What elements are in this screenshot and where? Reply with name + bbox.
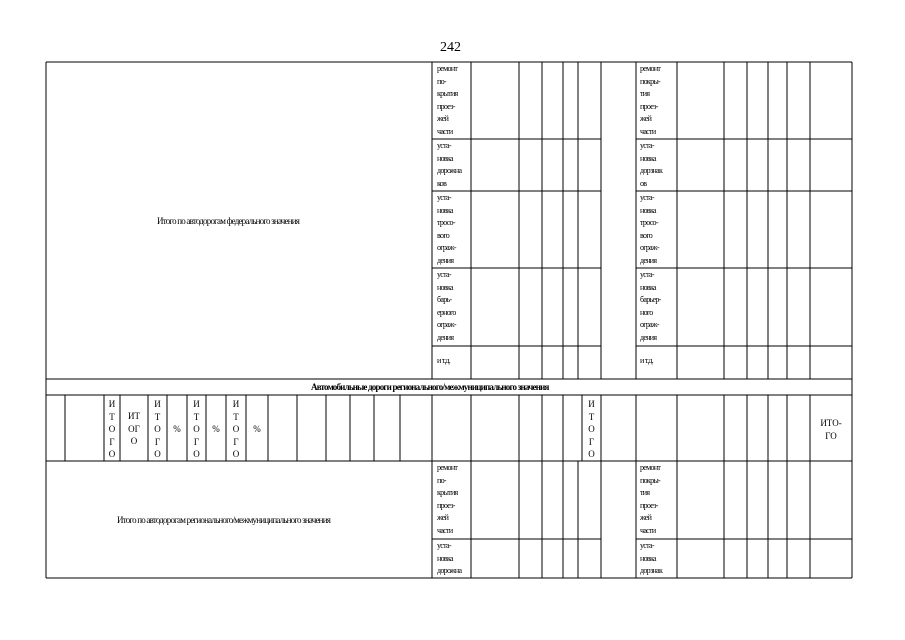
cell-line: части [437, 525, 453, 535]
cell-line: по- [437, 475, 446, 485]
cell-line: дения [640, 332, 657, 342]
cell-line: ремонт [640, 463, 661, 472]
cell-line: О [232, 424, 240, 434]
cell-line: барь- [437, 295, 452, 305]
cell-line: дорожна [437, 566, 462, 576]
page-number: 242 [440, 40, 461, 55]
cell-line: новка [437, 205, 453, 215]
work-type-cell [437, 192, 456, 268]
work-type-cell [640, 269, 661, 345]
cell-line: новка [640, 205, 656, 215]
cell-line: дения [437, 332, 454, 342]
cell-line: ограж- [640, 320, 659, 330]
work-type-cell [437, 462, 458, 538]
cell-line: дорожна [437, 166, 462, 176]
cell-line: Г [154, 436, 161, 447]
regional-total-label: Итого по автодорогам регионального/межмуниципального значения [117, 515, 331, 525]
cell-line: Г [233, 436, 239, 447]
cell-line: И [588, 399, 595, 409]
cell-line: покры- [640, 76, 661, 86]
percent-cell-1: % [173, 424, 181, 434]
cell-line: новка [640, 282, 656, 292]
cell-line: новка [437, 153, 453, 163]
cell-line: проез- [437, 500, 455, 510]
cell-line: проез- [640, 101, 658, 111]
cell-line: ерного [437, 307, 456, 317]
cell-line: тия [640, 488, 650, 498]
cell-line: ов [640, 178, 647, 188]
cell-line: О [588, 424, 595, 434]
cell-line: дения [437, 255, 454, 265]
cell-line: ков [437, 178, 447, 188]
cell-line: новка [437, 282, 453, 292]
cell-line: покры- [640, 475, 661, 485]
itogo-cell-4 [187, 398, 206, 461]
cell-line: О [130, 436, 138, 446]
cell-line: тия [640, 89, 650, 99]
federal-total-label: Итого по автодорогам федерального значения [157, 216, 300, 226]
cell-line: Г [588, 436, 595, 447]
cell-line: И [108, 399, 116, 409]
cell-line: жей [437, 114, 449, 124]
cell-line: проез- [437, 101, 455, 111]
cell-line: уста- [437, 270, 451, 279]
cell-line: О [193, 449, 200, 459]
cell-line: ограж- [437, 243, 456, 253]
work-type-cell [437, 140, 461, 190]
work-type-cell [640, 140, 662, 190]
work-type-cell [640, 355, 653, 368]
work-type-cell [437, 355, 450, 368]
cell-line: Г [109, 436, 115, 447]
cell-line: ИТО- [820, 418, 842, 428]
cell-line: О [108, 449, 116, 459]
cell-line: дения [640, 255, 657, 265]
itogo-cell-3 [148, 398, 167, 461]
cell-line: дорзнак [640, 566, 663, 576]
cell-line: Т [233, 411, 239, 422]
cell-line: уста- [437, 541, 451, 550]
itogo-cell-5 [226, 398, 246, 461]
cell-line: части [640, 126, 656, 136]
work-type-cell [437, 540, 461, 578]
cell-line: уста- [437, 193, 451, 202]
cell-line: по- [437, 76, 446, 86]
cell-line: О [154, 424, 161, 434]
section-header: Автомобильные дороги регионального/межмуниципального значения [311, 382, 549, 392]
cell-line: жей [437, 513, 449, 523]
itogo-final-cell [810, 417, 852, 442]
work-type-cell [640, 192, 659, 268]
cell-line: части [640, 525, 656, 535]
cell-line: ного [640, 307, 653, 317]
cell-line: И [154, 399, 161, 409]
cell-line: О [232, 449, 240, 459]
cell-line: Т [588, 411, 595, 422]
cell-line: И [193, 399, 200, 409]
cell-line: барьер- [640, 295, 661, 305]
cell-line: ОГ [128, 423, 140, 434]
cell-line: Т [109, 411, 115, 422]
cell-line: новка [437, 553, 453, 563]
cell-line: О [154, 449, 161, 459]
cell-line: Т [154, 411, 161, 422]
cell-line: ограж- [437, 320, 456, 330]
itogo-cell-1 [104, 398, 120, 461]
cell-line: О [193, 424, 200, 434]
cell-line: И [232, 399, 240, 409]
work-type-cell [437, 269, 456, 345]
cell-line: крытия [437, 488, 458, 498]
cell-line: ИТ [128, 411, 140, 421]
cell-line: крытия [437, 89, 458, 99]
itogo-cell-6 [582, 398, 601, 461]
cell-line: ремонт [437, 64, 458, 73]
work-type-cell [640, 462, 660, 538]
cell-line: уста- [437, 141, 451, 150]
cell-line: О [108, 424, 116, 434]
cell-line: Т [193, 411, 200, 422]
cell-line: уста- [640, 193, 654, 202]
percent-cell-2: % [212, 424, 220, 434]
cell-line: жей [640, 114, 652, 124]
cell-line: и т.д. [640, 356, 654, 365]
itogo-cell-2 [122, 410, 146, 448]
cell-line: жей [640, 513, 652, 523]
cell-line: уста- [640, 141, 654, 150]
cell-line: вого [437, 230, 450, 240]
cell-line: тросо- [437, 218, 455, 228]
cell-line: ГО [825, 430, 837, 441]
cell-line: проез- [640, 500, 658, 510]
cell-line: новка [640, 153, 656, 163]
work-type-cell [437, 63, 458, 139]
cell-line: ремонт [437, 463, 458, 472]
cell-line: и т.д. [437, 356, 451, 365]
cell-line: уста- [640, 270, 654, 279]
cell-line: дорзнак [640, 166, 663, 176]
percent-cell-3: % [253, 424, 261, 434]
cell-line: Г [193, 436, 200, 447]
cell-line: О [588, 449, 595, 459]
cell-line: новка [640, 553, 656, 563]
work-type-cell [640, 540, 662, 578]
cell-line: вого [640, 230, 653, 240]
cell-line: ограж- [640, 243, 659, 253]
cell-line: части [437, 126, 453, 136]
cell-line: уста- [640, 541, 654, 550]
cell-line: ремонт [640, 64, 661, 73]
work-type-cell [640, 63, 660, 139]
cell-line: тросо- [640, 218, 658, 228]
